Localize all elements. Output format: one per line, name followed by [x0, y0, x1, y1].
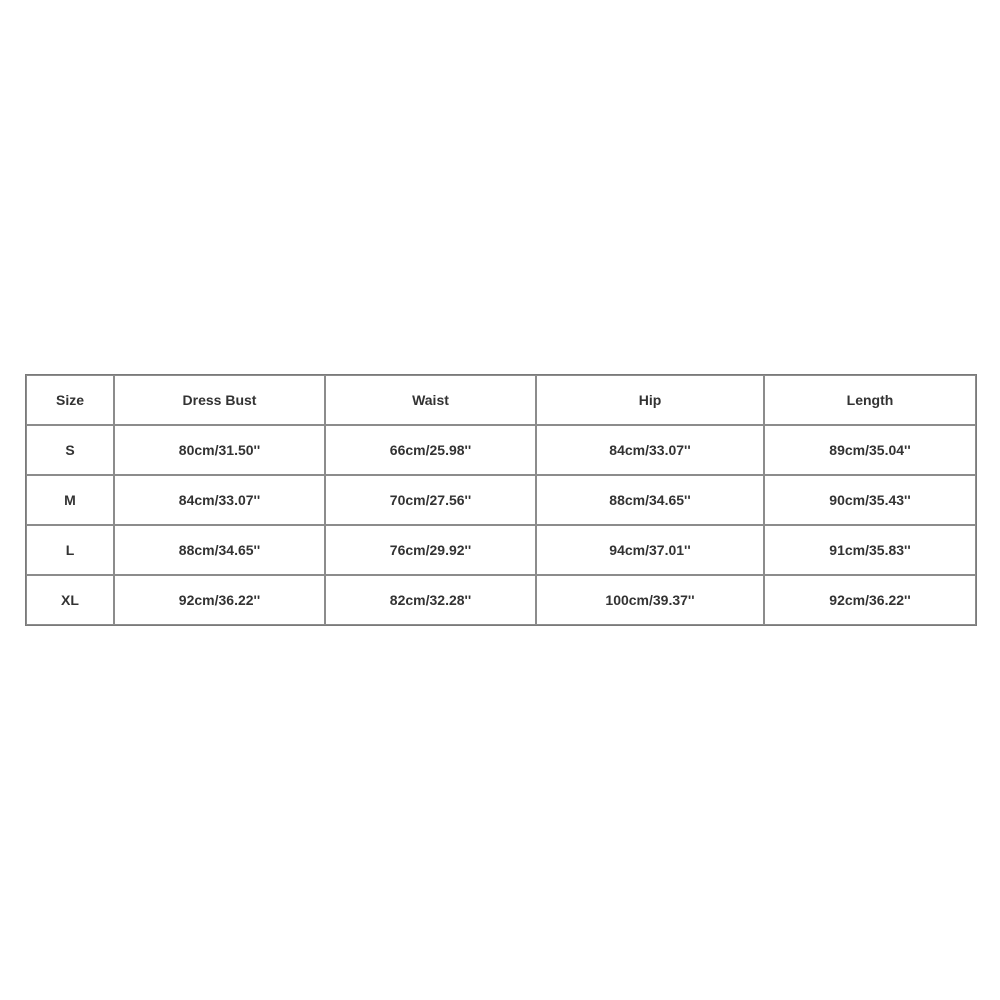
cell-waist: 76cm/29.92'': [325, 525, 536, 575]
cell-size: S: [26, 425, 114, 475]
table-row: [26, 575, 976, 625]
cell-size: XL: [26, 575, 114, 625]
cell-hip: 84cm/33.07'': [536, 425, 764, 475]
cell-dress-bust: 84cm/33.07'': [114, 475, 325, 525]
cell-waist: 82cm/32.28'': [325, 575, 536, 625]
header-hip: Hip: [536, 375, 764, 425]
cell-hip: 100cm/39.37'': [536, 575, 764, 625]
table-row: [26, 525, 976, 575]
cell-waist: 66cm/25.98'': [325, 425, 536, 475]
cell-dress-bust: 88cm/34.65'': [114, 525, 325, 575]
size-chart-table: [25, 374, 977, 626]
cell-size: M: [26, 475, 114, 525]
cell-length: 91cm/35.83'': [764, 525, 976, 575]
cell-hip: 88cm/34.65'': [536, 475, 764, 525]
cell-length: 92cm/36.22'': [764, 575, 976, 625]
header-size: Size: [26, 375, 114, 425]
cell-waist: 70cm/27.56'': [325, 475, 536, 525]
cell-dress-bust: 80cm/31.50'': [114, 425, 325, 475]
cell-length: 90cm/35.43'': [764, 475, 976, 525]
header-row: [26, 375, 976, 425]
table-row: [26, 425, 976, 475]
cell-hip: 94cm/37.01'': [536, 525, 764, 575]
cell-size: L: [26, 525, 114, 575]
header-waist: Waist: [325, 375, 536, 425]
header-dress-bust: Dress Bust: [114, 375, 325, 425]
cell-length: 89cm/35.04'': [764, 425, 976, 475]
table-row: [26, 475, 976, 525]
header-length: Length: [764, 375, 976, 425]
cell-dress-bust: 92cm/36.22'': [114, 575, 325, 625]
